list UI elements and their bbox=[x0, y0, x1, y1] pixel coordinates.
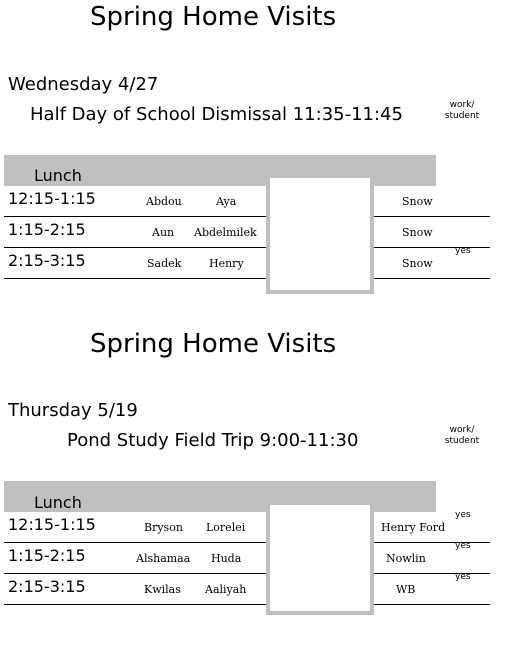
student-first-name: Aaliyah bbox=[205, 583, 247, 596]
student-first-name: Huda bbox=[211, 552, 242, 565]
notes-box bbox=[266, 501, 374, 615]
work-student-label: work/ student bbox=[444, 100, 480, 121]
teacher-name: Snow bbox=[402, 226, 433, 239]
schedule-thursday bbox=[0, 329, 526, 647]
lunch-label: Lunch bbox=[34, 493, 82, 512]
teacher-name: Snow bbox=[402, 195, 433, 208]
row-divider bbox=[4, 278, 266, 279]
section-date: Wednesday 4/27 bbox=[8, 74, 159, 95]
time-slot: 2:15-3:15 bbox=[8, 251, 86, 270]
student-first-name: Henry bbox=[209, 257, 244, 270]
lunch-label: Lunch bbox=[34, 166, 82, 185]
work-student-value: yes bbox=[455, 541, 471, 551]
notes-box bbox=[266, 174, 374, 294]
table-row bbox=[4, 186, 490, 217]
section-event: Pond Study Field Trip 9:00-11:30 bbox=[67, 430, 359, 451]
student-last-name: Kwilas bbox=[144, 583, 181, 596]
table-row bbox=[4, 512, 490, 543]
row-divider bbox=[374, 278, 490, 279]
row-divider bbox=[374, 604, 490, 605]
table-row bbox=[4, 574, 490, 605]
section-title: Spring Home Visits bbox=[90, 329, 337, 359]
teacher-name: Snow bbox=[402, 257, 433, 270]
work-student-value: yes bbox=[455, 572, 471, 582]
table-row bbox=[4, 217, 490, 248]
work-student-value: yes bbox=[455, 510, 471, 520]
section-title: Spring Home Visits bbox=[90, 2, 337, 32]
teacher-name: Henry Ford bbox=[381, 521, 446, 534]
time-slot: 1:15-2:15 bbox=[8, 546, 86, 565]
student-last-name: Bryson bbox=[144, 521, 183, 534]
row-divider bbox=[4, 604, 266, 605]
time-slot: 1:15-2:15 bbox=[8, 220, 86, 239]
student-first-name: Aya bbox=[216, 195, 237, 208]
section-date: Thursday 5/19 bbox=[8, 400, 138, 421]
student-first-name: Lorelei bbox=[206, 521, 246, 534]
time-slot: 12:15-1:15 bbox=[8, 515, 96, 534]
student-last-name: Abdou bbox=[146, 195, 182, 208]
time-slot: 2:15-3:15 bbox=[8, 577, 86, 596]
student-last-name: Alshamaa bbox=[136, 552, 191, 565]
teacher-name: WB bbox=[396, 583, 416, 596]
student-first-name: Abdelmilek bbox=[194, 226, 257, 239]
section-event: Half Day of School Dismissal 11:35-11:45 bbox=[30, 104, 403, 125]
schedule-wednesday bbox=[0, 2, 526, 320]
student-last-name: Aun bbox=[152, 226, 175, 239]
teacher-name: Nowlin bbox=[386, 552, 426, 565]
work-student-label: work/ student bbox=[444, 425, 480, 446]
time-slot: 12:15-1:15 bbox=[8, 189, 96, 208]
student-last-name: Sadek bbox=[147, 257, 182, 270]
table-row bbox=[4, 248, 490, 279]
table-row bbox=[4, 543, 490, 574]
work-student-value: yes bbox=[455, 246, 471, 256]
